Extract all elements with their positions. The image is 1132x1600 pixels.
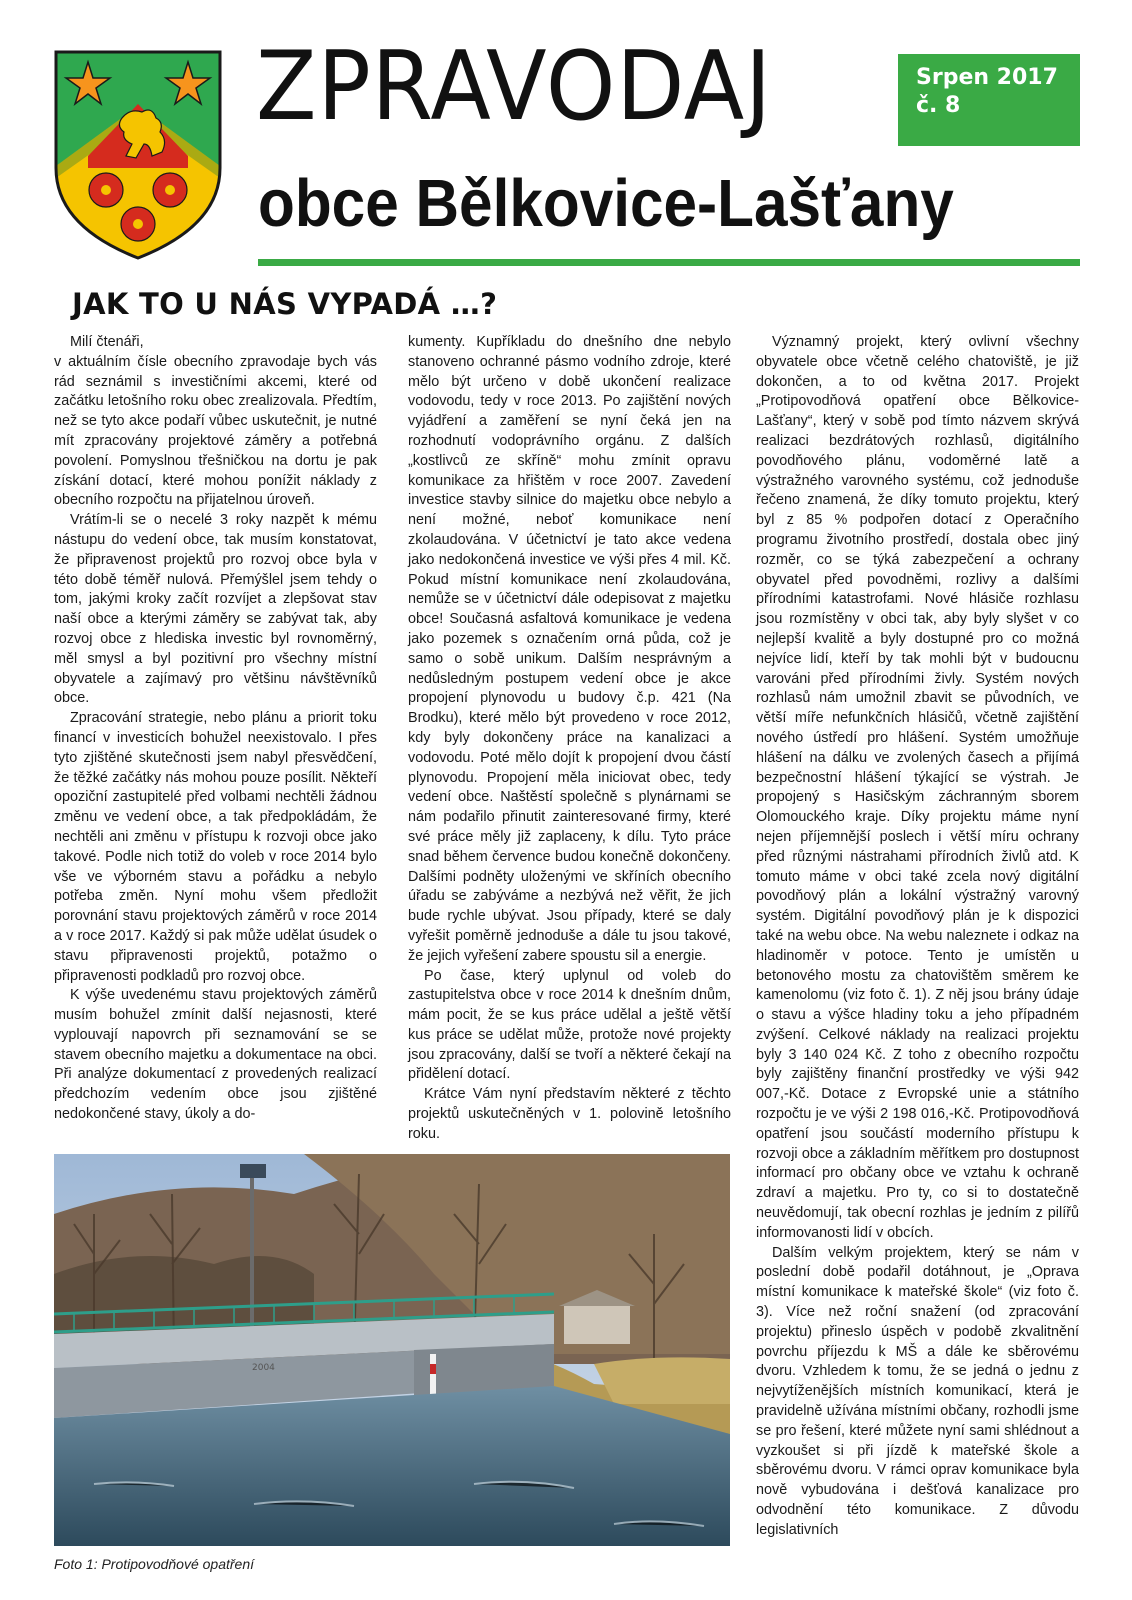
paragraph: Vrátím-li se o necelé 3 roky nazpět k mému nástupu do vedení obce, tak musím konstatovat, že připravenost projektů pro rozvoj obce byla v této době téměř nulová. Přemýšlel jsem tehdy o tom, jakými kroky začít rozvíjet a zlepšovat stav naší obce a kterými záměry se zabývat tak, aby rozvoj obce z hlediska investic byl rovnoměrný, měl smysl a byl pozitivní pro všechny místní obyvatele a zajímavý pro většinu návštěvníků obce. — [54, 512, 377, 707]
article-heading: JAK TO U NÁS VYPADÁ …? — [72, 287, 498, 321]
bridge-marker-text: 2004 — [252, 1363, 275, 1373]
paragraph: kumenty. Kupříkladu do dnešního dne nebylo stanoveno ochranné pásmo vodního zdroje, které mělo být určeno v době ukončení realizace vodovodu, tedy v roce 2013. Po zajištění nových vyjádření a zaměření se nyní čeká jen na rozhodnutí vodoprávního orgánu. Z dalších „kostlivců ze skříně“ mohu zmínit opravu komunikace za hřištěm v roce 2007. Zavedení investice stavby silnice do majetku obce nebylo a není možné, neboť komunikace není zkolaudována. V účetnictví je tato akce vedena jako nedokončená investice ve výši přes 4 mil. Kč. Pokud místní komunikace není zkolaudována, nemůže se v účetnictví dále odepisovat z majetku obce! Současná asfaltová komunikace je vedena jako pozemek s označením orná půda, což je samo o sobě unikum. Dalším nesprávným a nedůsledným postupem vedení obce je akce propojení plynovodu u budovy č.p. 421 (Na Brodku), které mělo být provedeno v roce 2012, kdy byly dokončeny práce na kanalizaci a vodovodu. Poté mělo dojít k propojení dvou částí plynovodu. Propojení měla iniciovat obec, tedy vedení obce. Naštěstí společně s plynárnami se nám podařilo přinutit zainteresované firmy, které své práce měly již zaplaceny, k dílu. Tyto práce snad během července budou konečně dokončeny. Dalšími podněty uloženými ve skříních obecního úřadu se zabýváme a nezbývá než věřit, že jich bude rychle ubývat. Jsou případy, které se daly vyřešit poměrně jednoduše a dále tu jsou takové, že jejich vyřešení zabere spoustu sil a energie. — [408, 334, 731, 964]
issue-number: č. 8 — [916, 93, 961, 118]
paragraph: v aktuálním čísle obecního zpravodaje bych vás rád seznámil s investičními akcemi, které od začátku letošního roku obec zrealizovala. Předtím, než se tyto akce podaří vůbec uskutečnit, je nutné mít zpracovány projektové záměry a potřebná povolení. Pomyslnou třešničkou na dortu je pak získání dotací, které mohou ponížit náklady z obecního rozpočtu na přijatelnou úroveň. — [54, 353, 377, 509]
issue-badge — [898, 54, 1080, 146]
paragraph: Dalším velkým projektem, který se nám v poslední době podařil dotáhnout, je „Oprava místní komunikace k mateřské škole“ (viz foto č. 3). Více než roční snažení (od zpracování projektu) přineslo úspěch v podobě zkvalitnění povrchu příjezdu k MŠ a dále ke sběrovému dvoru. Vzhledem k tomu, že se jedná o jednu z nejvytíženějších místních komunikací, která je pravidelně užívána místními občany, rozhodli jsme se pro řešení, které můžete nyní sami shlédnout a vyzkoušet si při jízdě k mateřské škole a sběrovému dvoru. V rámci oprav komunikace byla nově vybudována i dešťová kanalizace pro odvodnění této komunikace. Z důvodu legislativních — [756, 1244, 1079, 1538]
newsletter-subtitle: obce Bělkovice-Lašťany — [258, 166, 954, 241]
newsletter-title: ZPRAVODAJ — [256, 32, 773, 142]
paragraph: Po čase, který uplynul od voleb do zastupitelstva obce v roce 2014 k dnešním dnům, mám pocit, že se kus práce udělal a ještě větší kus práce se udělat může, protože nové projekty jsou zpracovány, další se tvoří a některé čekají na přidělení dotací. — [408, 967, 731, 1083]
photo-caption: Foto 1: Protipovodňové opatření — [54, 1556, 255, 1572]
article-column-3 — [756, 333, 1079, 1541]
paragraph: Krátce Vám nyní představím některé z těchto projektů uskutečněných v 1. polovině letošního roku. — [408, 1086, 731, 1142]
article-column-2 — [408, 333, 731, 1145]
paragraph: K výše uvedenému stavu projektových záměrů musím bohužel zmínit další nejasnosti, které vyplouvají napovrch při seznamování se se stavem obecního majetku a dokumentace na obci. Při analýze dokumentací z provedených realizací předchozím vedením obce jsou zjištěné nedokončené stavy, úkoly a do- — [54, 987, 377, 1123]
article-column-1 — [54, 333, 377, 1125]
paragraph: Zpracování strategie, nebo plánu a priorit toku financí v investicích bohužel neexistovalo. I přes tyto zjištěné skutečnosti jsem nabyl přesvědčení, že těžké začátky nás mohou pouze posílit. Někteří opoziční zastupitelé před volbami nechtěli žádnou změnu ve vedení obce, a tak předpokládám, že nechtěli ani změnu v přístupu k rozvoji obce jako takové. Podle nich totiž do voleb v roce 2014 bylo vše ve výborném stavu a pořádku a nebylo potřeba změn. Nyní mohu všem předložit porovnání stavu projektových záměrů v roce 2014 a v roce 2017. Každý si pak může udělat úsudek o stavu připravenosti projektů, potažmo o připravenosti podkladů pro rozvoj obce. — [54, 710, 377, 984]
coat-of-arms-icon — [52, 48, 224, 262]
paragraph: Významný projekt, který ovlivní všechny obyvatele obce včetně celého chatoviště, je již dokončen, a to od května 2017. Projekt „Protipovodňová opatření obce Bělkovice-Lašťany“, který v sobě pod tímto názvem skrývá realizaci bezdrátových rozhlasů, digitálního povodňového plánu, vodoměrné latě a výstražného varovného systému, což jednoduše řečeno znamená, že díky tomuto projektu, který byl z 85 % podpořen dotací z Operačního programu životního prostředí, dostala obec jiný rozměr, co se týká zabezpečení a ochrany obyvatel před povodněmi, rozlivy a dalšími přírodními katastrofami. Nové hlásiče rozhlasu jsou rozmístěny v obci tak, aby byly slyšet v co nejlepší kvalitě a byly dostupné pro co možná nejvíce lidí, kteří by tak mohli být v budoucnu varováni před přírodními živly. Systém nových rozhlasů nám umožnil zbavit se původních, ve větší míře nefunkčních hlásičů, včetně zajištění nového ústředí pro hlášení. Systém umožňuje hlášení na dálku ve zvolených časech a přijímá bezpečnostní hlášení týkající se výstrah. Je propojený s Hasičským záchranným sborem Olomouckého kraje. Díky projektu máme nyní nejen příjemnější poslech i větší míru ochrany před různými nástrahami přírodních živlů atd. K tomuto máme v obci také zcela nový digitální povodňový plán a lokální výstražný varovný systém. Digitální povodňový plán je k dispozici také na webu obce. Na webu naleznete i odkaz na hladinoměr v potoce. Tento je umístěn u betonového mostu za chatovištěm směrem ke kamenolomu (viz foto č. 1). Z něj jsou brány údaje o stavu a výšce hladiny toku a jeho případném zvýšení. Celkové náklady na realizaci projektu byly 3 140 024 Kč. Z toho z obecního rozpočtu byly zajištěny finanční prostředky ve výši 942 007,-Kč. Dotace z Evropské unie a státního rozpočtu je ve výši 2 198 016,-Kč. Protipovodňová opatření jsou součástí moderního přístupu k rozvoji obce a základním měřítkem pro dostupnost informací pro občany obce ve vztahu k ochraně zdraví a majetku. Pro ty, co si to dostatečně neuvědomují, tak obecní rozhlas je jedním z pilířů informovanosti lidí v obcích. — [756, 334, 1079, 1241]
bridge-photo — [54, 1154, 730, 1546]
issue-month: Srpen 2017 — [916, 65, 1058, 90]
header-divider — [258, 259, 1080, 266]
paragraph: Milí čtenáři, — [70, 334, 144, 350]
